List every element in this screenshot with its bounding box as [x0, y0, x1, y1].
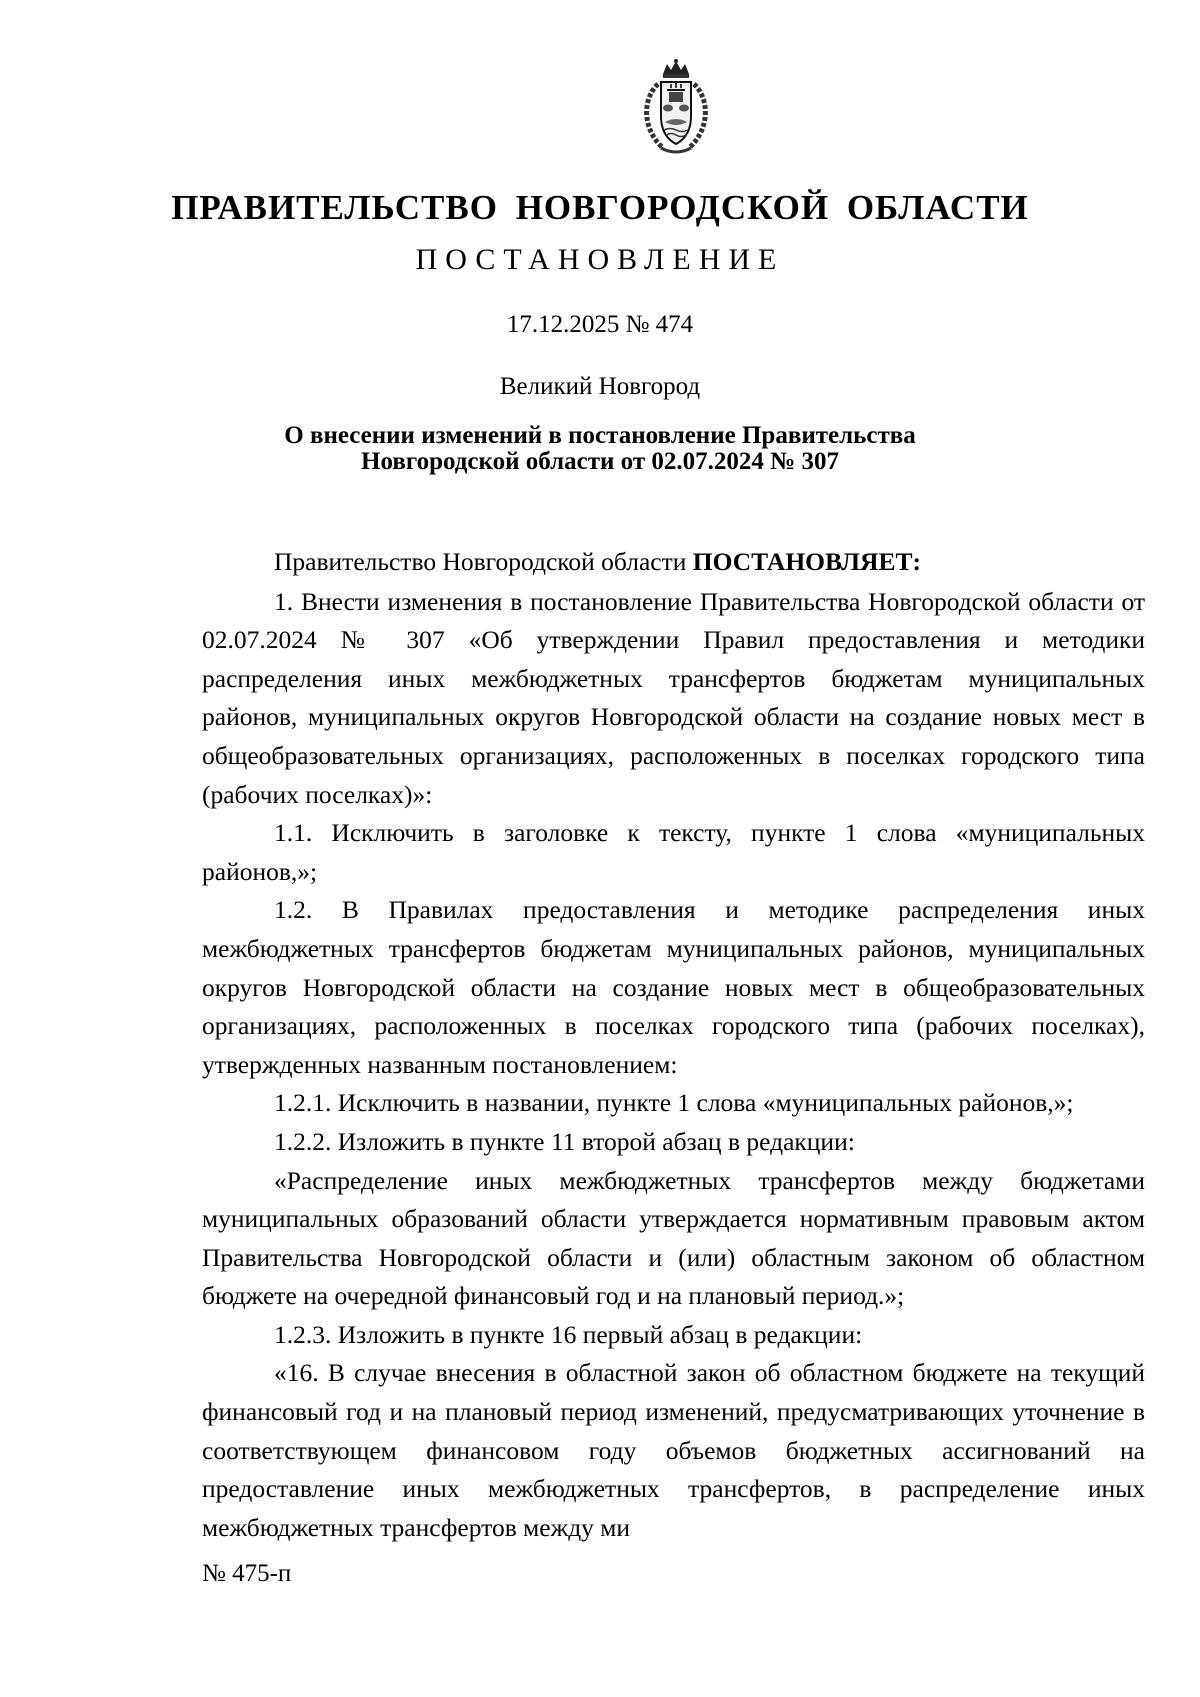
- document-date-number: 17.12.2025 № 474: [506, 311, 694, 338]
- subject-line-1: О внесении изменений в постановление Правительства: [284, 422, 916, 449]
- subject-line-2: Новгородской области от 02.07.2024 № 307: [361, 448, 839, 475]
- paragraph-1-2-1: 1.2.1. Исключить в названии, пункте 1 слова «муниципальных районов,»;: [274, 1088, 1074, 1118]
- government-title: ПРАВИТЕЛЬСТВО НОВГОРОДСКОЙ ОБЛАСТИ: [171, 188, 1029, 227]
- document-registration-number: № 475-п: [202, 1560, 292, 1587]
- novgorod-oblast-coat-of-arms-icon: [633, 58, 719, 158]
- paragraph-quote-11: «Распределение иных межбюджетных трансфертов между бюджетами муниципальных образований области утверждается нормативным правовым актом Правительства Новгородской области и (или) областным законом об областном бюджете на очередной финансовый год и на плановый период.»;: [202, 1165, 1145, 1311]
- document-body: [202, 543, 1145, 1547]
- document-city: Великий Новгород: [499, 373, 701, 400]
- paragraph-1-2-2: 1.2.2. Изложить в пункте 11 второй абзац в редакции:: [274, 1126, 855, 1156]
- paragraph-1-2-3: 1.2.3. Изложить в пункте 16 первый абзац в редакции:: [274, 1319, 863, 1349]
- document-subject: [0, 423, 1200, 475]
- paragraph-1-2: 1.2. В Правилах предоставления и методике распределения иных межбюджетных трансфертов бюджетам муниципальных районов, муниципальных округов Новгородской области на создание новых мест в общеобразовательных организациях, расположенных в поселках городского типа (рабочих поселках), утвержденных названным постановлением:: [202, 895, 1145, 1079]
- document-type: ПОСТАНОВЛЕНИЕ: [415, 243, 785, 276]
- intro-keyword: ПОСТАНОВЛЯЕТ:: [692, 547, 921, 576]
- intro-text: Правительство Новгородской области: [274, 547, 693, 576]
- paragraph-1-1: 1.1. Исключить в заголовке к тексту, пункте 1 слова «муниципальных районов,»;: [202, 818, 1145, 886]
- resolution-intro: [202, 543, 1145, 582]
- paragraph-1: 1. Внести изменения в постановление Правительства Новгородской области от 02.07.2024 № 307 «Об утверждении Правил предоставления и методики распределения иных межбюджетных трансфертов бюджетам муниципальных районов, муниципальных округов Новгородской области на создание новых мест в общеобразовательных организациях, расположенных в поселках городского типа (рабочих поселках)»:: [202, 586, 1145, 809]
- paragraph-quote-16: «16. В случае внесения в областной закон об областном бюджете на текущий финансовый год и на плановый период изменений, предусматривающих уточнение в соответствующем финансовом году объемов бюджетных ассигнований на предоставление иных межбюджетных трансфертов, в распределение иных межбюджетных трансфертов между ми: [202, 1358, 1145, 1542]
